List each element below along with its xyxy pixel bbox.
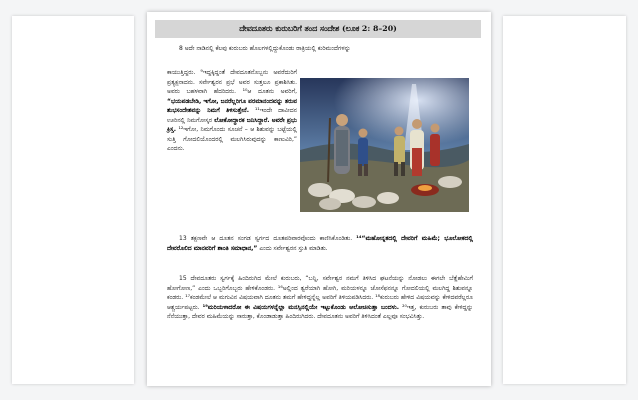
paragraph-verses-15-20 — [167, 274, 473, 322]
verses-15-18-text: 15 ದೇವದೂತರು ಸ್ವರ್ಗಕ್ಕೆ ಹಿಂದಿರುಗಿದ ಮೇಲೆ ಕುರುಬರು, “ಬನ್ನಿ, ಸರ್ವೇಶ್ವರ ನಮಗೆ ತಿಳಿಸಿದ ಘಟನೆಯನ್ನು ನೋಡಲು ಈಗಲೇ ಬೆತ್ಲೆಹೇಮಿಗೆ ಹೋಗೋಣ,” ಎಂದು ಒಬ್ಬರಿಗೊಬ್ಬರು ಹೇಳಿಕೊಂಡರು. ¹⁶ಅಲ್ಲಿಂದ ತ್ವರೆಯಾಗಿ ಹೋಗಿ, ಮರಿಯಳನ್ನೂ ಜೋಸೆಫನನ್ನೂ ಗೋದಲಿಯಲ್ಲಿ ಮಲಗಿದ್ದ ಶಿಶುವನ್ನೂ ಕಂಡರು. ¹⁷ಕಂಡಮೇಲೆ ಆ ಮಗುವಿನ ವಿಷಯವಾಗಿ ದೂತನು ತಮಗೆ ಹೇಳಿದ್ದನ್ನೆಲ್ಲ ಅವರಿಗೆ ತಿಳಿಯಪಡಿಸಿದರು. ¹⁸ಕುರುಬರು ಹೇಳಿದ ವಿಷಯವನ್ನು ಕೇಳಿದವರೆಲ್ಲರೂ ಆಶ್ಚರ್ಯಪಟ್ಟರು. — [167, 275, 473, 311]
paragraph-verses-9-12 — [167, 68, 297, 154]
mary-pondered-text: ¹⁹ಮರಿಯಳಾದರೋ ಈ ವಿಷಯಗಳನ್ನೆಲ್ಲಾ ಮನಸ್ಸಿನಲ್ಲಿಯೇ ಇಟ್ಟುಕೊಂಡು ಆಲೋಚಿಸುತ್ತಾ ಬಂದಳು. — [202, 303, 400, 311]
verse-11-text: ¹¹ಇಂದೇ ದಾವೀದನ ಊರಿನಲ್ಲಿ ನಿಮಗೋಸ್ಕರ — [167, 107, 297, 124]
verse-12-text: ¹²ಇಗೋ, ನಿಮಗೊಂದು ಸೂಚನೆ – ಆ ಶಿಶುವನ್ನು ಬಟ್ಟೆಯಲ್ಲಿ ಸುತ್ತಿ ಗೋದಲಿಯೊಂದರಲ್ಲಿ ಮಲಗಿಸಿರುವುದನ್ನು ಕಾಣುವಿರಿ,” ಎಂದನು. — [167, 126, 297, 152]
side-page-left — [12, 16, 134, 384]
angel-announcement-text: “ಭಯಪಡಬೇಡಿ, ಇಗೋ, ಜನರೆಲ್ಲರಿಗೂ ಪರಮಾನಂದವನ್ನು ತರುವ ಶುಭಸಂದೇಶವನ್ನು ನಿಮಗೆ ತಿಳಿಸುತ್ತೇನೆ. — [167, 97, 298, 114]
gloria-text: ¹⁴“ಮಹೋನ್ನತದಲ್ಲಿ ದೇವರಿಗೆ ಮಹಿಮೆ; ಭೂಲೋಕದಲ್ಲಿ ದೇವರೊಲಿದ ಮಾನವರಿಗೆ ಶಾಂತಿ ಸಮಾಧಾನ,” — [167, 235, 473, 252]
title-bar — [155, 20, 481, 38]
verses-9-10-text: ಕಾಯುತ್ತಿದ್ದರು. ⁹ಇದ್ದಕ್ಕಿದ್ದಂತೆ ದೇವದೂತನೊಬ್ಬನು ಅವರೆದುರಿಗೆ ಪ್ರತ್ಯಕ್ಷನಾದನು. ಸರ್ವೇಶ್ವರನ ಪ್ರಭೆ ಅವರ ಸುತ್ತಲೂ ಪ್ರಕಾಶಿಸಿತು. ಅವರು ಬಹಳವಾಗಿ ಹೆದರಿದರು. ¹⁰ಆ ದೂತನು ಅವರಿಗೆ, — [167, 69, 297, 95]
shepherds-illustration — [300, 78, 469, 212]
page-title: ದೇವದೂತರು ಕುರುಬರಿಗೆ ತಂದ ಸಂದೇಶ (ಲೂಕ 2: 8–20) — [239, 24, 397, 33]
saviour-born-text: ಲೋಕೋದ್ಧಾರಕ ಜನಿಸಿದ್ದಾರೆ. ಅವರೇ ಪ್ರಭು ಕ್ರಿಸ್ತ. — [167, 116, 297, 133]
paragraph-verse-8: 8 ಅದೇ ನಾಡಿನಲ್ಲಿ ಕೆಲವು ಕುರುಬರು ಹೊಲಗಳಲ್ಲಿದ್ದುಕೊಂಡು ರಾತ್ರಿಯಲ್ಲಿ ಕುರಿಮಂದೆಗಳನ್ನು — [179, 45, 351, 52]
verse-13-text: 13 ತಕ್ಷಣವೇ ಆ ದೂತನ ಸಂಗಡ ಸ್ವರ್ಗದ ದೂತಪರಿವಾರವೊಂದು ಕಾಣಿಸಿಕೊಂಡಿತು. — [179, 235, 353, 242]
side-page-right — [503, 16, 626, 384]
document-page — [147, 12, 491, 386]
verse-14-tail-text: ಎಂದು ಸರ್ವೇಶ್ವರನ ಸ್ತುತಿ ಮಾಡಿತು. — [259, 244, 328, 252]
paragraph-verses-13-14 — [167, 234, 473, 253]
verse-20-text: ²⁰ಇತ್ತ, ಕುರುಬರು ತಾವು ಕೇಳಿದ್ದನ್ನು ನೆನೆಯುತ್ತಾ, ದೇವರ ಮಹಿಮೆಯನ್ನು ಸಾರುತ್ತಾ, ಕೊಂಡಾಡುತ್ತಾ ಹಿಂದಿರುಗಿದರು. ದೇವದೂತನು ಅವರಿಗೆ ತಿಳಿಸಿದಂತೆ ಎಲ್ಲವೂ ಸಂಭವಿಸಿತ್ತು. — [167, 303, 473, 320]
